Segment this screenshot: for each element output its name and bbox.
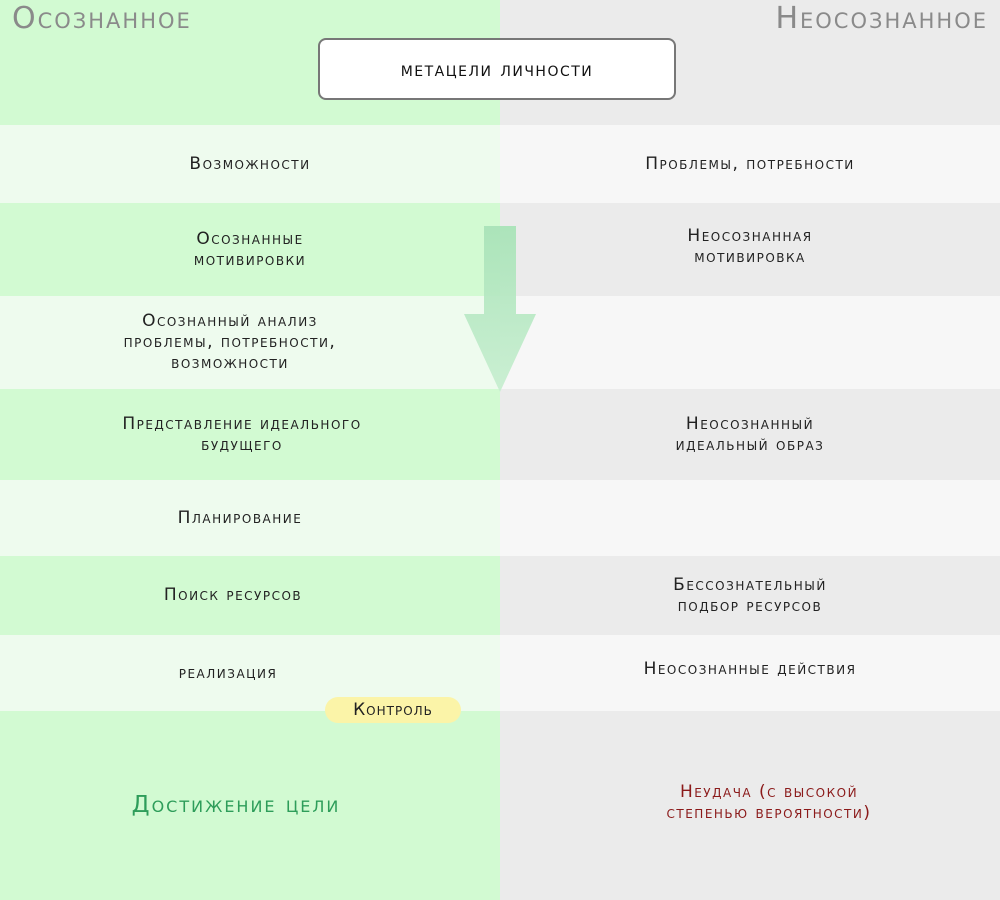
goal-achieved-text: Достижение цели — [131, 792, 341, 818]
row-outcome — [0, 711, 1000, 900]
unconscious-header: Неосознанное — [775, 1, 988, 36]
down-arrow-icon — [464, 226, 536, 392]
row-right-text: Бессознательный подбор ресурсов — [673, 574, 827, 616]
row-right-text: Неосознанный идеальный образ — [675, 413, 825, 455]
row-right-text — [500, 296, 1000, 389]
row-right-text: Неосознанная мотивировка — [687, 225, 813, 267]
row-realization — [0, 635, 1000, 711]
row-resources — [0, 556, 1000, 635]
row-right-text: Неосознанные действия — [643, 658, 857, 679]
row-left-text: Представление идеального будущего — [122, 413, 362, 455]
row-left-text: Возможности — [189, 153, 311, 174]
conscious-header: Осознанное — [12, 1, 192, 36]
row-left-text: Осознанные мотивировки — [193, 228, 307, 270]
row-ideal-future — [0, 389, 1000, 480]
row-right-text — [500, 480, 1000, 556]
row-left-text: Осознанный анализ проблемы, потребности, возможности — [123, 311, 337, 373]
row-left-text: Поиск ресурсов — [163, 585, 303, 605]
diagram-title: метацели личности — [318, 38, 676, 100]
row-right-text: Проблемы, потребности — [645, 153, 855, 174]
row-planning — [0, 480, 1000, 556]
row-opportunities — [0, 125, 1000, 203]
failure-text: Неудача (с высокой степенью вероятности) — [666, 781, 872, 823]
control-badge: Контроль — [325, 697, 461, 723]
row-left-text: реализация — [178, 662, 278, 683]
row-left-text: Планирование — [177, 507, 303, 528]
